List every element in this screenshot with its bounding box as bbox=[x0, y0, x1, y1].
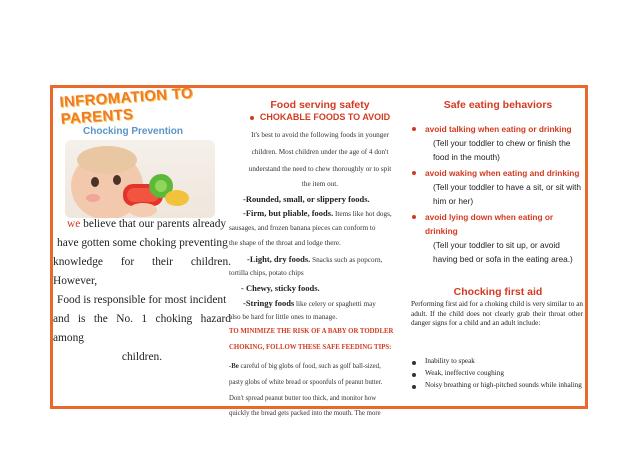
intro-line: understand the need to chew thoroughly or to spit bbox=[248, 165, 392, 173]
baby-photo bbox=[65, 140, 215, 218]
food-item-stringy-line: also be hard for little ones to manage. bbox=[229, 313, 338, 321]
tip-line: Don't spread peanut butter too thick, and monitor how bbox=[229, 395, 377, 402]
food-item-stringy: -Stringy foods like celery or spaghetti may bbox=[243, 298, 376, 308]
bullet-icon bbox=[250, 116, 254, 120]
list-item: avoid talking when eating or drinking (Tell your toddler to chew or finish the food in the mouth) bbox=[411, 122, 583, 164]
left-panel bbox=[53, 84, 231, 406]
behavior-list bbox=[411, 122, 583, 266]
bullet-icon bbox=[412, 127, 416, 131]
intro-line: It's best to avoid the following foods in younger bbox=[251, 131, 389, 139]
brochure-frame bbox=[50, 84, 588, 417]
food-item-chewy: - Chewy, sticky foods. bbox=[241, 283, 320, 293]
tip-line: pasty globs of white bread or spoonfuls of peanut butter. bbox=[229, 379, 383, 386]
safe-feeding-caps: TO MINIMIZE THE RISK OF A BABY OR TODDLER bbox=[229, 328, 394, 335]
bullet-icon bbox=[412, 215, 416, 219]
list-item: avoid lying down when eating or drinking (Tell your toddler to sit up, or avoid having bed or sofa in the eating area.) bbox=[411, 210, 583, 266]
safe-eating-heading: Safe eating behaviors bbox=[443, 99, 553, 111]
page-title: INFROMATION TO PARENTS bbox=[59, 84, 194, 128]
emphasis-we: we bbox=[67, 218, 81, 230]
tip-line: -Be careful of big globs of food, such as golf ball-sized, bbox=[229, 363, 381, 370]
danger-signs-list bbox=[411, 356, 583, 390]
list-item: avoid waking when eating and drinking (Tell your toddler to have a sit, or sit with him or her) bbox=[411, 166, 583, 208]
food-item-dry-line: tortilla chips, potato chips bbox=[229, 269, 304, 277]
section-subtitle: Chocking Prevention bbox=[83, 126, 184, 137]
body-line: children. bbox=[121, 351, 163, 363]
bullet-icon bbox=[412, 171, 416, 175]
subheading-text: CHOKABLE FOODS TO AVOID bbox=[259, 112, 391, 122]
body-line: believe that our parents already bbox=[80, 218, 227, 230]
body-line: knowledge for their children. However, bbox=[53, 256, 231, 287]
food-item-firm-line: the shape of the throat and lodge there. bbox=[229, 239, 341, 247]
food-item-dry: -Light, dry foods. Snacks such as popcorn, bbox=[247, 254, 383, 264]
body-line: have gotten some choking preventing bbox=[57, 237, 228, 249]
intro-paragraph bbox=[53, 215, 231, 367]
body-line: Food is responsible for most incident bbox=[57, 294, 227, 306]
intro-line: children. Most children under the age of 4 don't bbox=[251, 148, 389, 156]
safe-feeding-caps: CHOKING, FOLLOW THESE SAFE FEEDING TIPS: bbox=[229, 344, 392, 351]
chokable-foods-subheading bbox=[229, 112, 411, 122]
tip-line: quickly the bread gets packed into the mouth. The more bbox=[229, 410, 381, 417]
food-item-firm-line: sausages, and frozen banana pieces can conform to bbox=[229, 224, 376, 232]
right-panel bbox=[411, 88, 585, 406]
bullet-icon bbox=[412, 361, 416, 365]
baby-with-teether-image bbox=[65, 140, 215, 218]
food-safety-heading: Food serving safety bbox=[270, 99, 370, 111]
list-item: Inability to speak bbox=[411, 356, 583, 366]
intro-line: the item out. bbox=[301, 180, 339, 188]
body-line: and is the No. 1 choking hazard among bbox=[53, 313, 231, 344]
bullet-icon bbox=[412, 385, 416, 389]
list-item: Weak, ineffective coughing bbox=[411, 368, 583, 378]
list-item: Noisy breathing or high-pitched sounds while inhaling bbox=[411, 380, 583, 390]
food-item-rounded: -Rounded, small, or slippery foods. bbox=[243, 194, 370, 204]
middle-panel bbox=[229, 88, 411, 417]
first-aid-heading: Chocking first aid bbox=[453, 286, 543, 298]
food-item-firm: -Firm, but pliable, foods. Items like hot dogs, bbox=[243, 208, 392, 218]
bullet-icon bbox=[412, 373, 416, 377]
first-aid-paragraph: Performing first aid for a choking child is very similar to an adult. If the child does not clearly grab their throat other danger signs for a child and an adult include: bbox=[411, 300, 583, 327]
